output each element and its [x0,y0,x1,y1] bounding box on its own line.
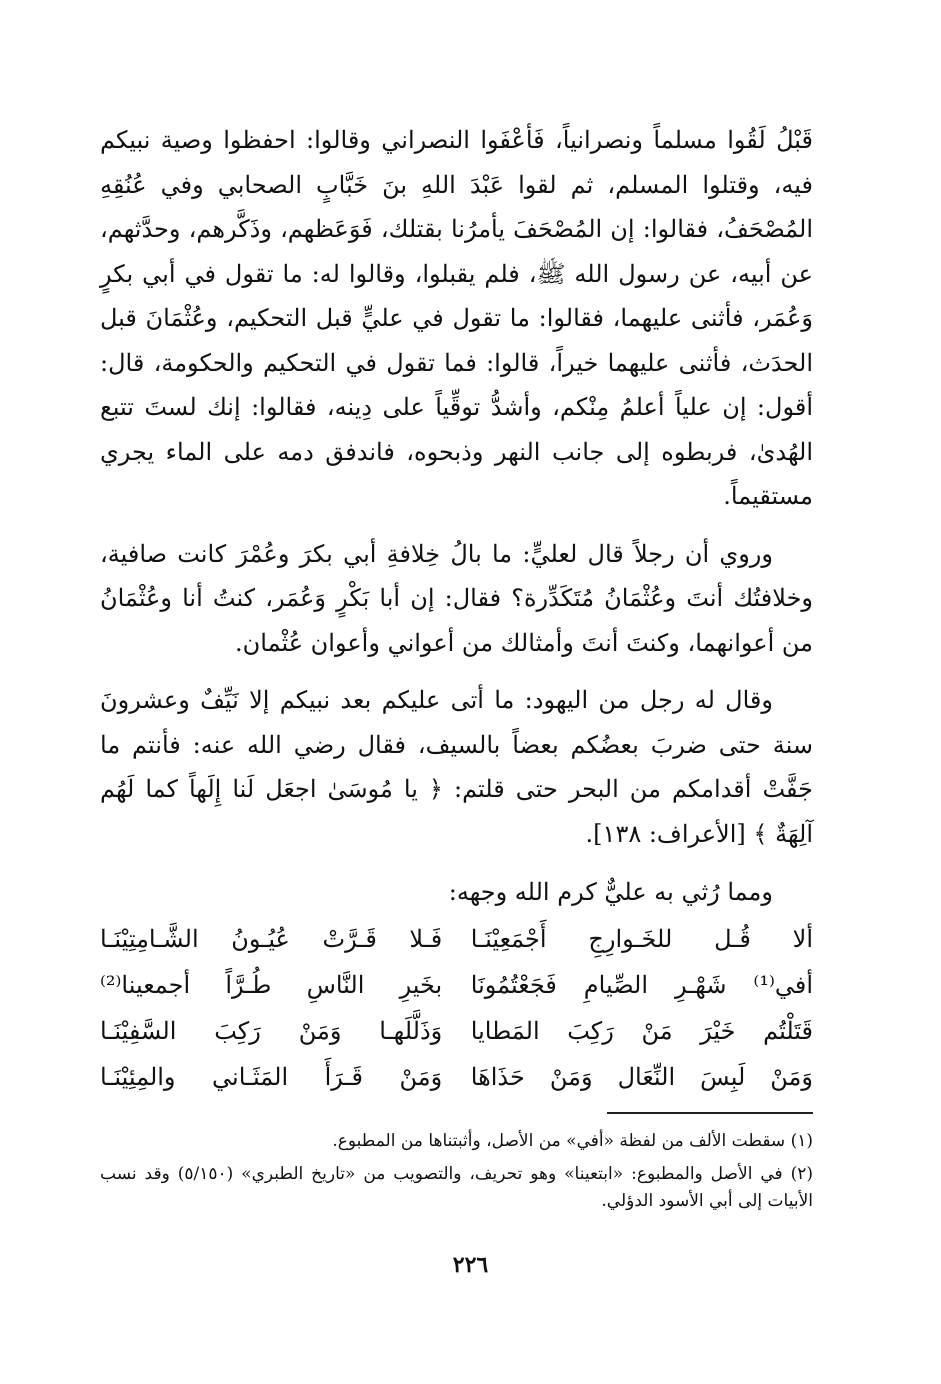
paragraph-2: وروي أن رجلاً قال لعليٍّ: ما بالُ خِلافةِ أبي بكرَ وعُمْرَ كانت صافية، وخلافتُك أنتَ وعُثْمَانُ مُتَكَدِّرة؟ فقال: إن أبا بَكْرٍ وَعُمَر، كنتُ أنا وعُثْمَانُ من أعوانهما، وكنتَ أنتَ وأمثالك من أعواني وأعوان عُثْمان. [100,539,813,657]
poem-hemistich-first: وَمَنْ لَبِسَ النِّعَال وَمَنْ حَذَاهَا [470,1063,813,1092]
poem-verse [100,917,813,963]
poem-hemistich-second: بخَيرِ النَّاسِ طُـرَّاً أجمعينا⁽²⁾ [100,971,443,1000]
poem-hemistich-second: وَذَلَّلَهـا وَمَنْ رَكِبَ السَّفِيْنَـا [100,1017,443,1046]
poem-hemistich-first: قَتَلْتُم خَيْرَ مَنْ رَكِبَ المَطايا [470,1017,813,1046]
poem-verse [100,1009,813,1055]
main-text [100,118,813,1101]
poem-verse [100,963,813,1009]
poem [100,917,813,1101]
footnote-divider [607,1112,813,1114]
footnote-2: (٢) في الأصل والمطبوع: «ابتعينا» وهو تحريف، والتصويب من «تاريخ الطبري» (٥/١٥٠) وقد نسب الأبيات إلى أبي الأسود الدؤلي. [100,1164,813,1211]
footnote-1: (١) سقطت الألف من لفظة «أفي» من الأصل، وأثبتناها من المطبوع. [332,1131,813,1151]
poem-hemistich-first: أفي⁽¹⁾ شَهْـرِ الصِّيامِ فَجَعْتُمُونَا [470,971,813,1000]
footnotes [100,1112,813,1221]
poem-hemistich-first: ألا قُـل للخَـوارِجِ أَجْمَعِيْنَـا [470,925,813,954]
poem-hemistich-second: فَـلا قَـرَّتْ عُيُـونُ الشَّـامِتِيْنَـا [100,925,443,954]
poem-intro: ومما رُثي به عليٌّ كرم الله وجهه: [448,878,773,906]
paragraph-1: قَبْلُ لَقُوا مسلماً ونصرانياً، فَأعْفَوا النصراني وقالوا: احفظوا وصية نبيكم فيه، وقتلوا المسلم، ثم لقوا عَبْدَ اللهِ بنَ خَبَّابٍ الصحابي وفي عُنُقِهِ المُصْحَفُ، فقالوا: إن المُصْحَفَ يأمرُنا بقتلك، فَوَعَظهم، وذَكَّرهم، وحدَّثهم، عن أبيه، عن رسول الله ﷺ، فلم يقبلوا، وقالوا له: ما تقول في أبي بكرٍ وَعُمَر، فأثنى عليهما، فقالوا: ما تقول في عليٍّ قبل التحكيم، وعُثْمَانَ قبل الحدَث، فأثنى عليهما خيراً، قالوا: فما تقول في التحكيم والحكومة، قال: أقول: إن علياً أعلمُ مِنْكم، وأشدُّ توقِّياً على دِينه، فقالوا: إنك لستَ تتبع الهُدىٰ، فربطوه إلى جانب النهر وذبحوه، فاندفق دمه على الماء يجري مستقيماً. [100,126,813,510]
page-number: ٢٢٦ [452,1252,489,1278]
poem-verse [100,1055,813,1101]
paragraph-3: وقال له رجل من اليهود: ما أتى عليكم بعد نبيكم إلا نَيِّفٌ وعشرونَ سنة حتى ضربَ بعضُكم بعضاً بالسيف، فقال رضي الله عنه: فأنتم ما جَفَّتْ أقدامكم من البحر حتى قلتم: ﴿ يا مُوسَىٰ اجعَل لَنا إِلَهاً كما لَهُم آلِهَةٌ ﴾ [الأعراف: ١٣٨]. [100,686,813,848]
poem-hemistich-second: وَمَنْ قَـرَأَ المَثَـاني والمِئِيْنَـا [100,1063,443,1092]
